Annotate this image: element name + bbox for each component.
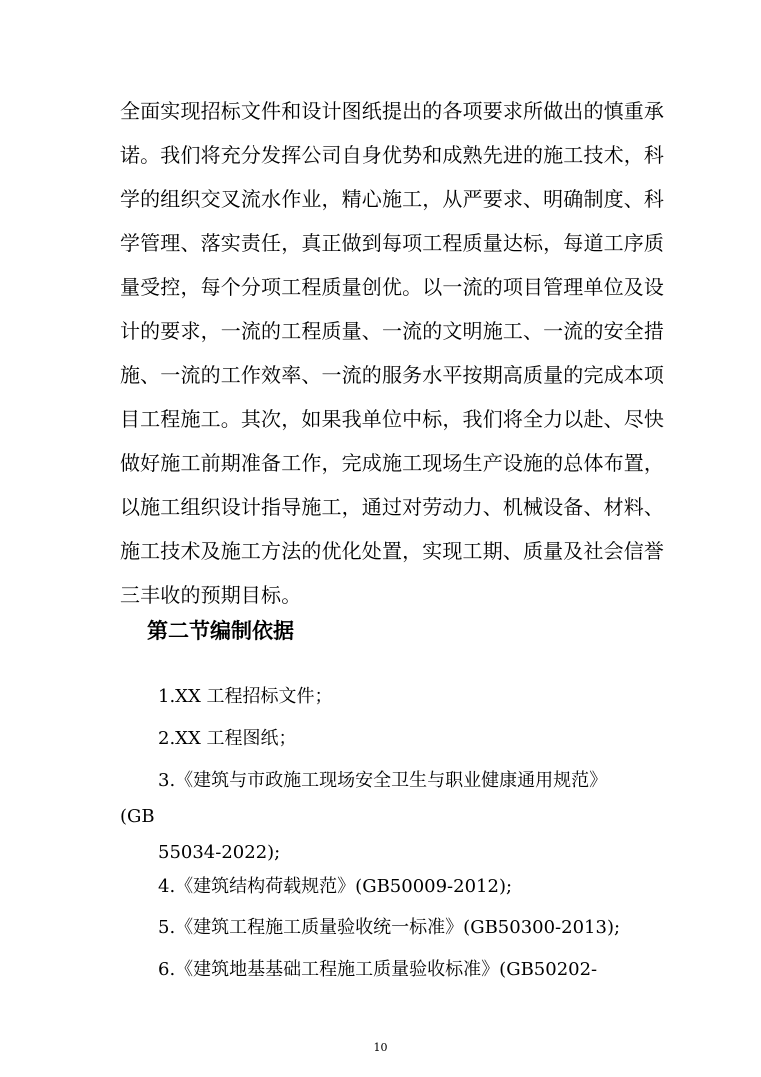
paragraph-line: 目工程施工。其次，如果我单位中标，我们将全力以赴、尽快 xyxy=(120,407,665,431)
reference-item: 5.《建筑工程施工质量验收统一标准》(GB50300-2013); xyxy=(158,917,621,938)
reference-item: 2.XX 工程图纸； xyxy=(158,728,297,749)
paragraph-line: 三丰收的预期目标。 xyxy=(120,583,302,607)
section-heading: 第二节编制依据 xyxy=(147,619,294,643)
paragraph-line: 诺。我们将充分发挥公司自身优势和成熟先进的施工技术，科 xyxy=(120,143,665,167)
paragraph-line: 全面实现招标文件和设计图纸提出的各项要求所做出的慎重承 xyxy=(120,99,665,123)
paragraph-line: 以施工组织设计指导施工，通过对劳动力、机械设备、材料、 xyxy=(120,495,665,519)
paragraph-line: 量受控，每个分项工程质量创优。以一流的项目管理单位及设 xyxy=(120,275,665,299)
paragraph-line: 施、一流的工作效率、一流的服务水平按期高质量的完成本项 xyxy=(120,363,665,387)
reference-item: 6.《建筑地基基础工程施工质量验收标准》(GB50202- xyxy=(158,959,598,980)
paragraph-line: 施工技术及施工方法的优化处置，实现工期、质量及社会信誉 xyxy=(120,539,665,563)
paragraph-line: 做好施工前期准备工作，完成施工现场生产设施的总体布置， xyxy=(120,451,665,475)
reference-item-continuation: 55034-2022); xyxy=(158,842,281,863)
reference-item: 3.《建筑与市政施工现场安全卫生与职业健康通用规范》 xyxy=(158,770,608,791)
paragraph-line: 学管理、落实责任，真正做到每项工程质量达标，每道工序质 xyxy=(120,231,665,255)
page-number: 10 xyxy=(373,1041,388,1054)
reference-item-continuation: (GB xyxy=(120,806,155,827)
paragraph-line: 计的要求，一流的工程质量、一流的文明施工、一流的安全措 xyxy=(120,319,665,343)
paragraph-line: 学的组织交叉流水作业，精心施工，从严要求、明确制度、科 xyxy=(120,187,665,211)
reference-item: 1.XX 工程招标文件； xyxy=(158,686,333,707)
reference-item: 4.《建筑结构荷载规范》(GB50009-2012); xyxy=(158,876,513,897)
